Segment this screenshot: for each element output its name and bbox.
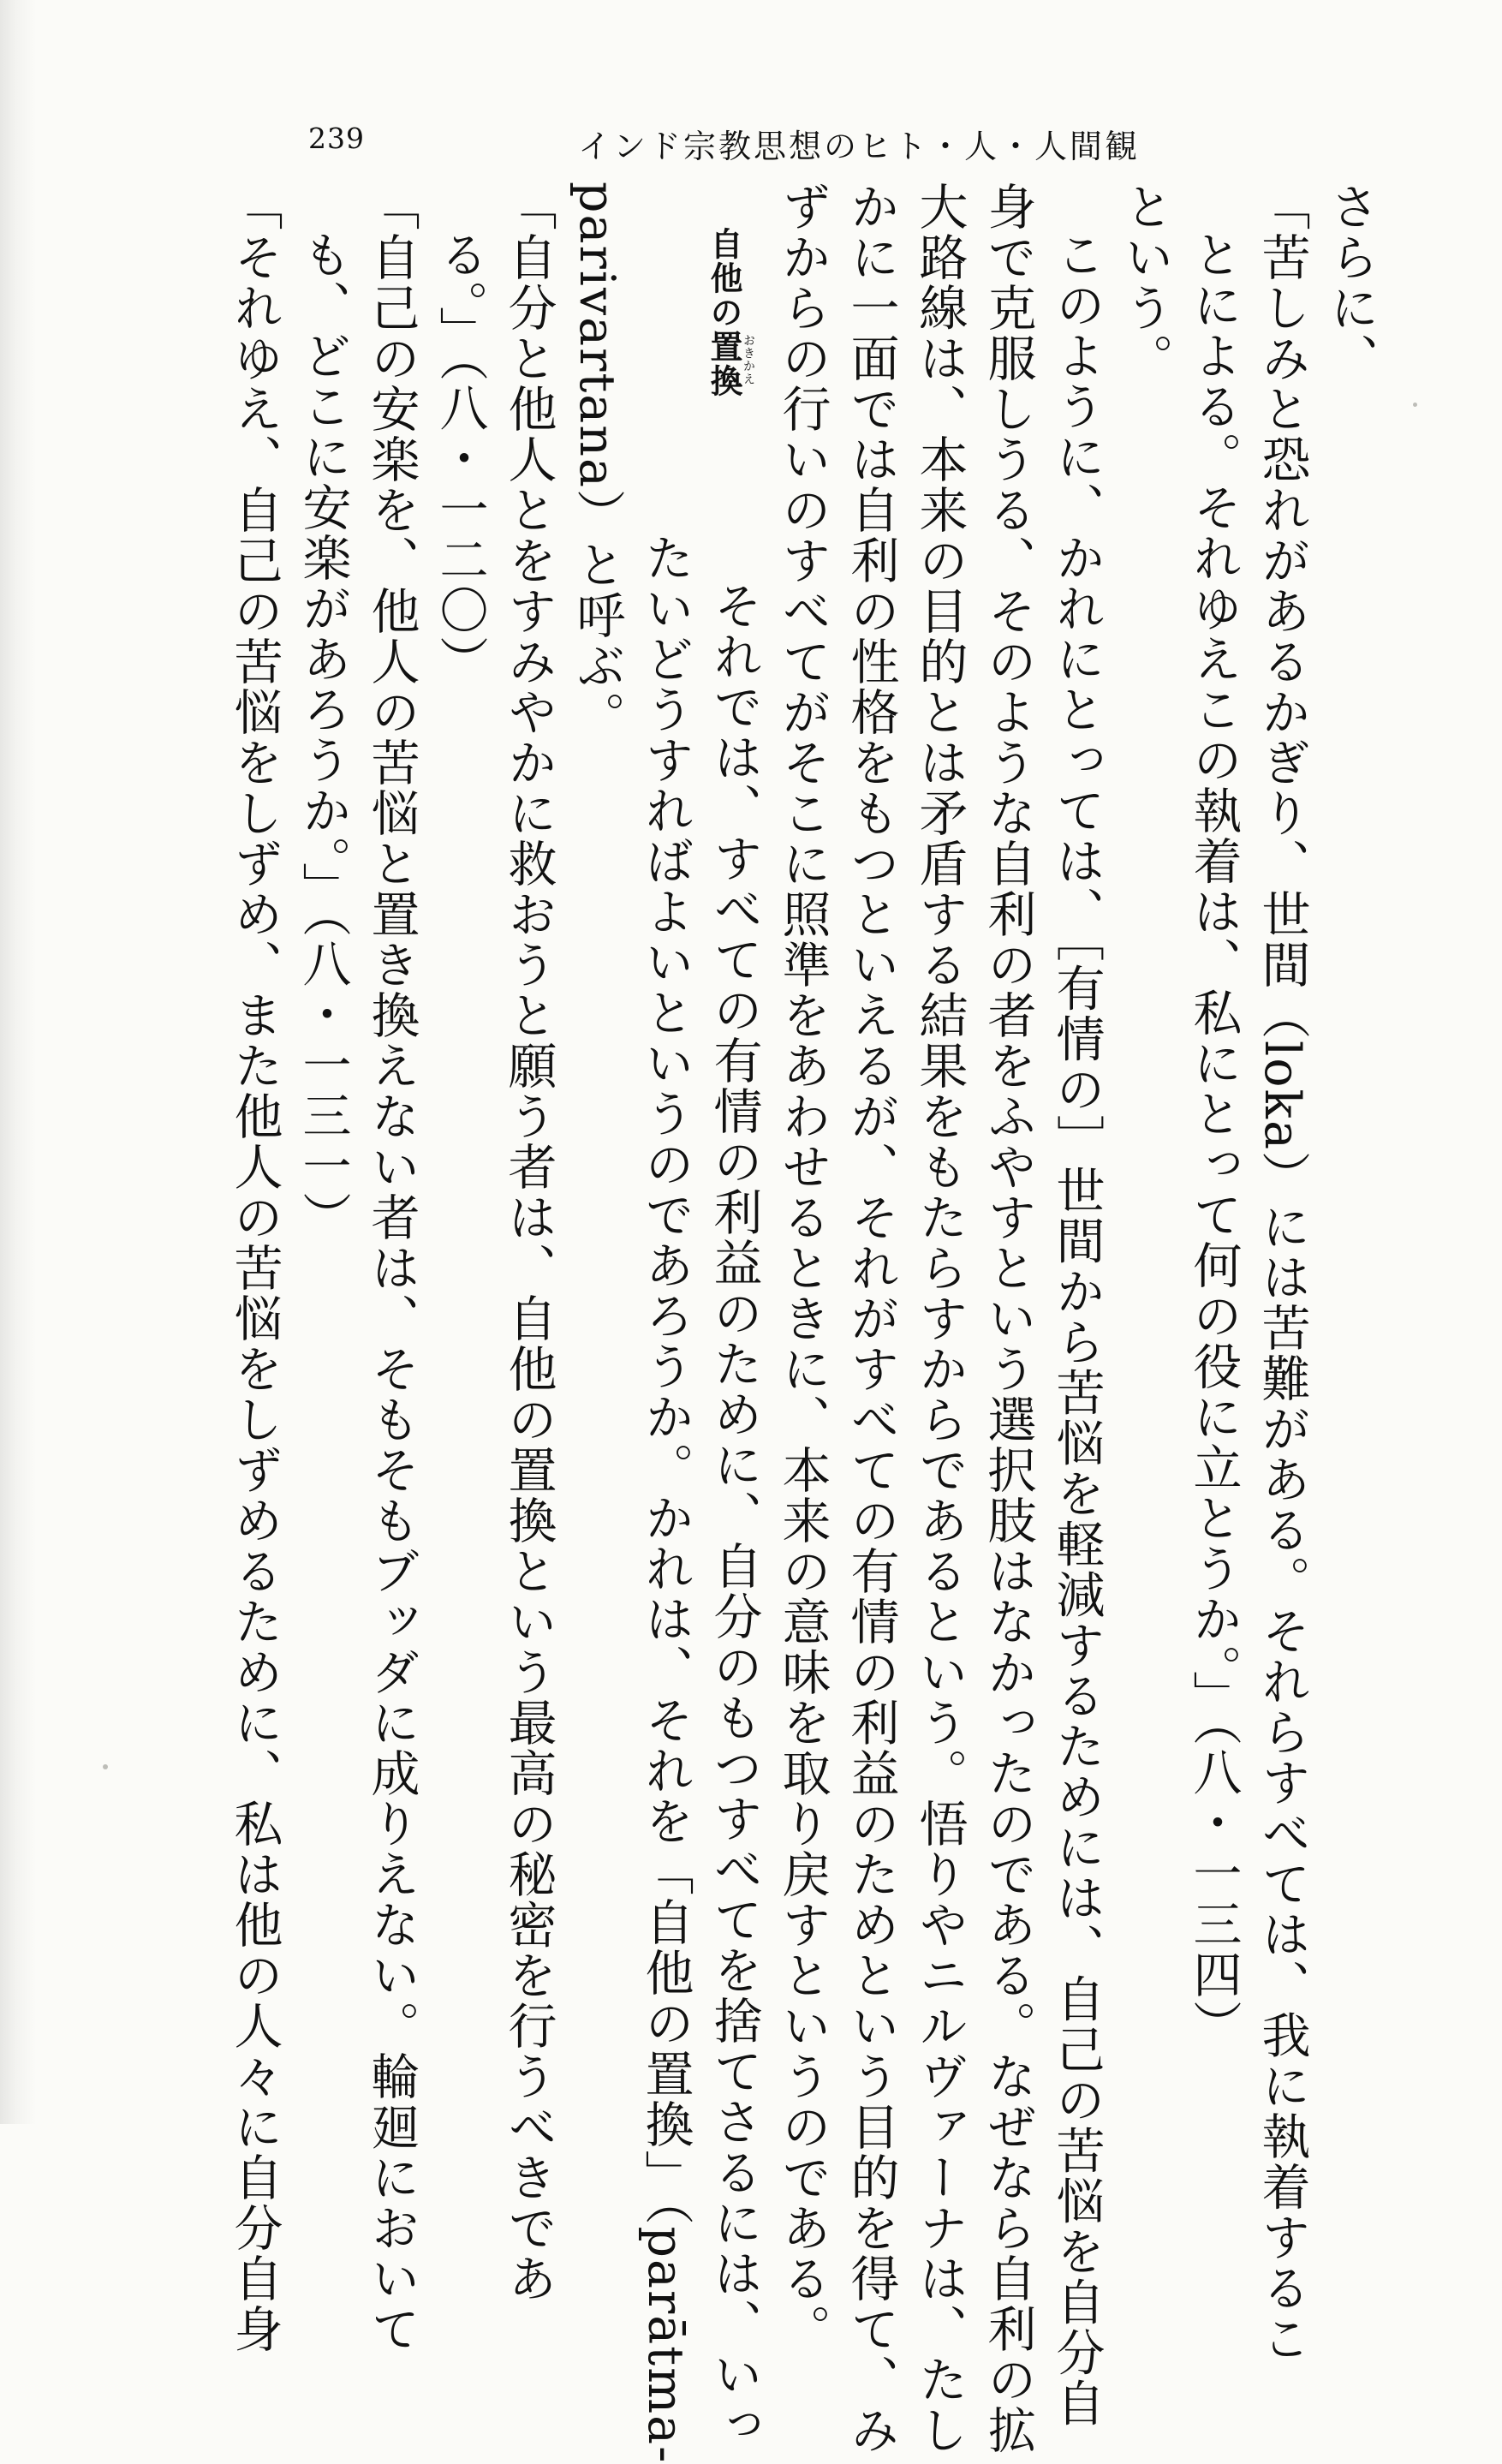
sidebar-heading: 自他の置換 xyxy=(705,227,743,398)
text-column: ずからの行いのすべてがそこに照準をあわせるときに、本来の意味を取り戻すというのである。 xyxy=(774,182,831,2354)
text-column: 「自分と他人とをすみやかに救おうと願う者は、自他の置換という最高の秘密を行うべきであ xyxy=(500,182,557,2304)
text-column: このように、かれにとっては、［有情の］世間から苦悩を軽減するためには、自己の苦悩を自分自 xyxy=(1048,230,1105,2429)
text-column: という。 xyxy=(1117,182,1173,384)
running-title: インド宗教思想のヒト・人・人間観 xyxy=(578,128,1141,165)
scan-speck xyxy=(103,1764,108,1769)
text-column: parivartana）と呼ぶ。 xyxy=(569,182,625,742)
text-column: かに一面では自利の性格をもつといえるが、それがすべての有情の利益のためという目的を得て、み xyxy=(843,182,899,2455)
text-column: とによる。それゆえこの執着は、私にとって何の役に立とうか。」（八・一三四） xyxy=(1185,230,1242,2050)
text-column: それでは、すべての有情の利益のために、自分のもつすべてを捨てさるには、いっ xyxy=(706,581,762,2450)
text-column: 大路線は、本来の目的とは矛盾する結果をもたらすからであるという。悟りやニルヴァーナは、たし xyxy=(911,182,968,2455)
text-column: たいどうすればよいというのであろうか。かれは、それを「自他の置換」（parātma- xyxy=(637,533,694,2464)
sidebar-heading-ruby: おきかえ xyxy=(742,334,755,385)
text-column: も、どこに安楽があろうか。」（八・一三一） xyxy=(295,230,351,1242)
page-number: 239 xyxy=(308,122,365,155)
scan-speck xyxy=(1413,403,1417,407)
scan-edge xyxy=(0,0,36,2124)
text-column: 「苦しみと恐れがあるかぎり、世間（loka）には苦難がある。それらすべては、我に執着するこ xyxy=(1254,182,1310,2365)
text-column: 身で克服しうる、そのような自利の者をふやすという選択肢はなかったのである。なぜなら自利の拡 xyxy=(980,182,1036,2455)
text-column: る。」（八・一二〇） xyxy=(432,230,488,686)
text-column: 「それゆえ、自己の苦悩をしずめ、また他人の苦悩をしずめるために、私は他の人々に自分自身 xyxy=(226,182,283,2354)
text-column: 「自己の安楽を、他人の苦悩と置き換えない者は、そもそもブッダに成りえない。輪廻において xyxy=(363,182,420,2354)
text-column: さらに、 xyxy=(1322,182,1379,384)
